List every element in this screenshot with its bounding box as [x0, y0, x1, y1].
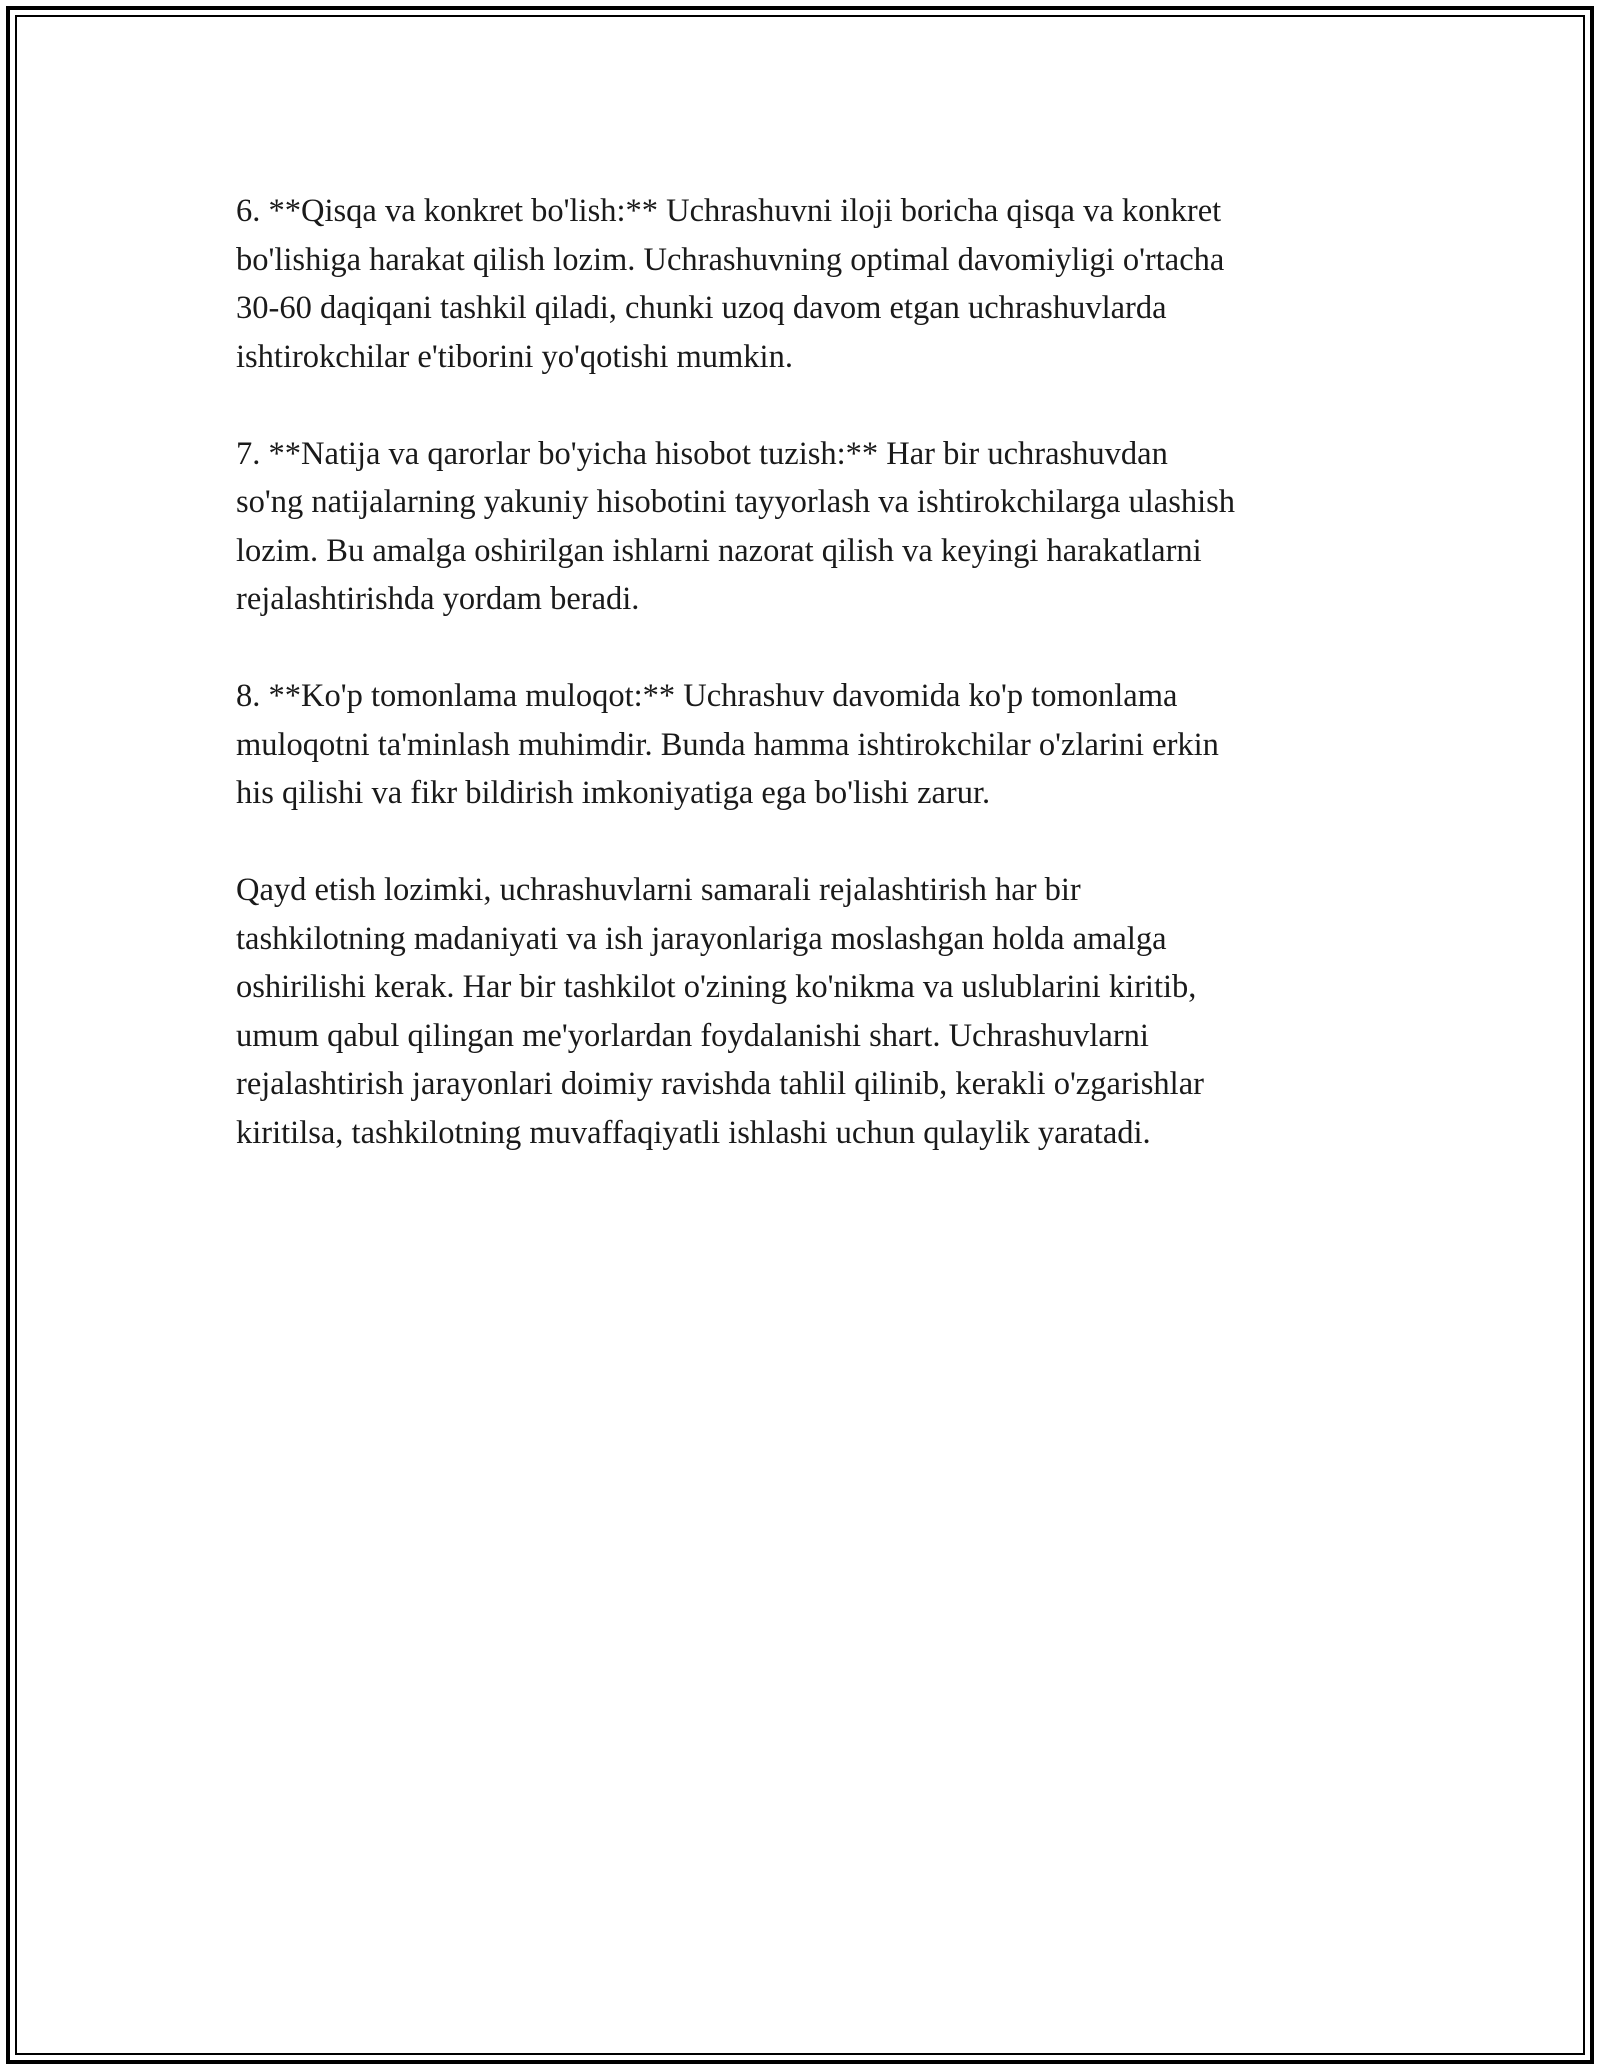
- text-line: 30-60 daqiqani tashkil qiladi, chunki uzoq davom etgan uchrashuvlarda: [236, 290, 1167, 326]
- text-line: lozim. Bu amalga oshirilgan ishlarni nazorat qilish va keyingi harakatlarni: [236, 532, 1202, 569]
- text-line: rejalashtirishda yordam beradi.: [236, 581, 640, 617]
- text-line: oshirilishi kerak. Har bir tashkilot o'zining ko'nikma va uslublarini kiritib,: [236, 969, 1197, 1005]
- document-body: [236, 187, 1376, 1206]
- text-line: his qilishi va fikr bildirish imkoniyatiga ega bo'lishi zarur.: [236, 775, 991, 811]
- paragraph-item-7: [236, 430, 1376, 624]
- text-line: umum qabul qilingan me'yorlardan foydalanishi shart. Uchrashuvlarni: [236, 1017, 1149, 1054]
- text-line: bo'lishiga harakat qilish lozim. Uchrashuvning optimal davomiyligi o'rtacha: [236, 241, 1225, 278]
- text-line: kiritilsa, tashkilotning muvaffaqiyatli ishlashi uchun qulaylik yaratadi.: [236, 1114, 1151, 1151]
- text-line: muloqotni ta'minlash muhimdir. Bunda hamma ishtirokchilar o'zlarini erkin: [236, 726, 1219, 763]
- text-line: 6. **Qisqa va konkret bo'lish:** Uchrashuvni iloji boricha qisqa va konkret: [236, 193, 1222, 229]
- paragraph-conclusion: [236, 866, 1376, 1157]
- text-line: rejalashtirish jarayonlari doimiy ravishda tahlil qilinib, kerakli o'zgarishlar: [236, 1066, 1204, 1102]
- text-line: ishtirokchilar e'tiborini yo'qotishi mumkin.: [236, 338, 793, 375]
- paragraph-item-8: [236, 672, 1376, 818]
- text-line: 8. **Ko'p tomonlama muloqot:** Uchrashuv davomida ko'p tomonlama: [236, 678, 1178, 714]
- text-line: so'ng natijalarning yakuniy hisobotini tayyorlash va ishtirokchilarga ulashish: [236, 484, 1236, 520]
- text-line: tashkilotning madaniyati va ish jarayonlariga moslashgan holda amalga: [236, 920, 1167, 957]
- text-line: Qayd etish lozimki, uchrashuvlarni samarali rejalashtirish har bir: [236, 872, 1081, 908]
- text-line: 7. **Natija va qarorlar bo'yicha hisobot tuzish:** Har bir uchrashuvdan: [236, 435, 1168, 472]
- paragraph-item-6: [236, 187, 1376, 381]
